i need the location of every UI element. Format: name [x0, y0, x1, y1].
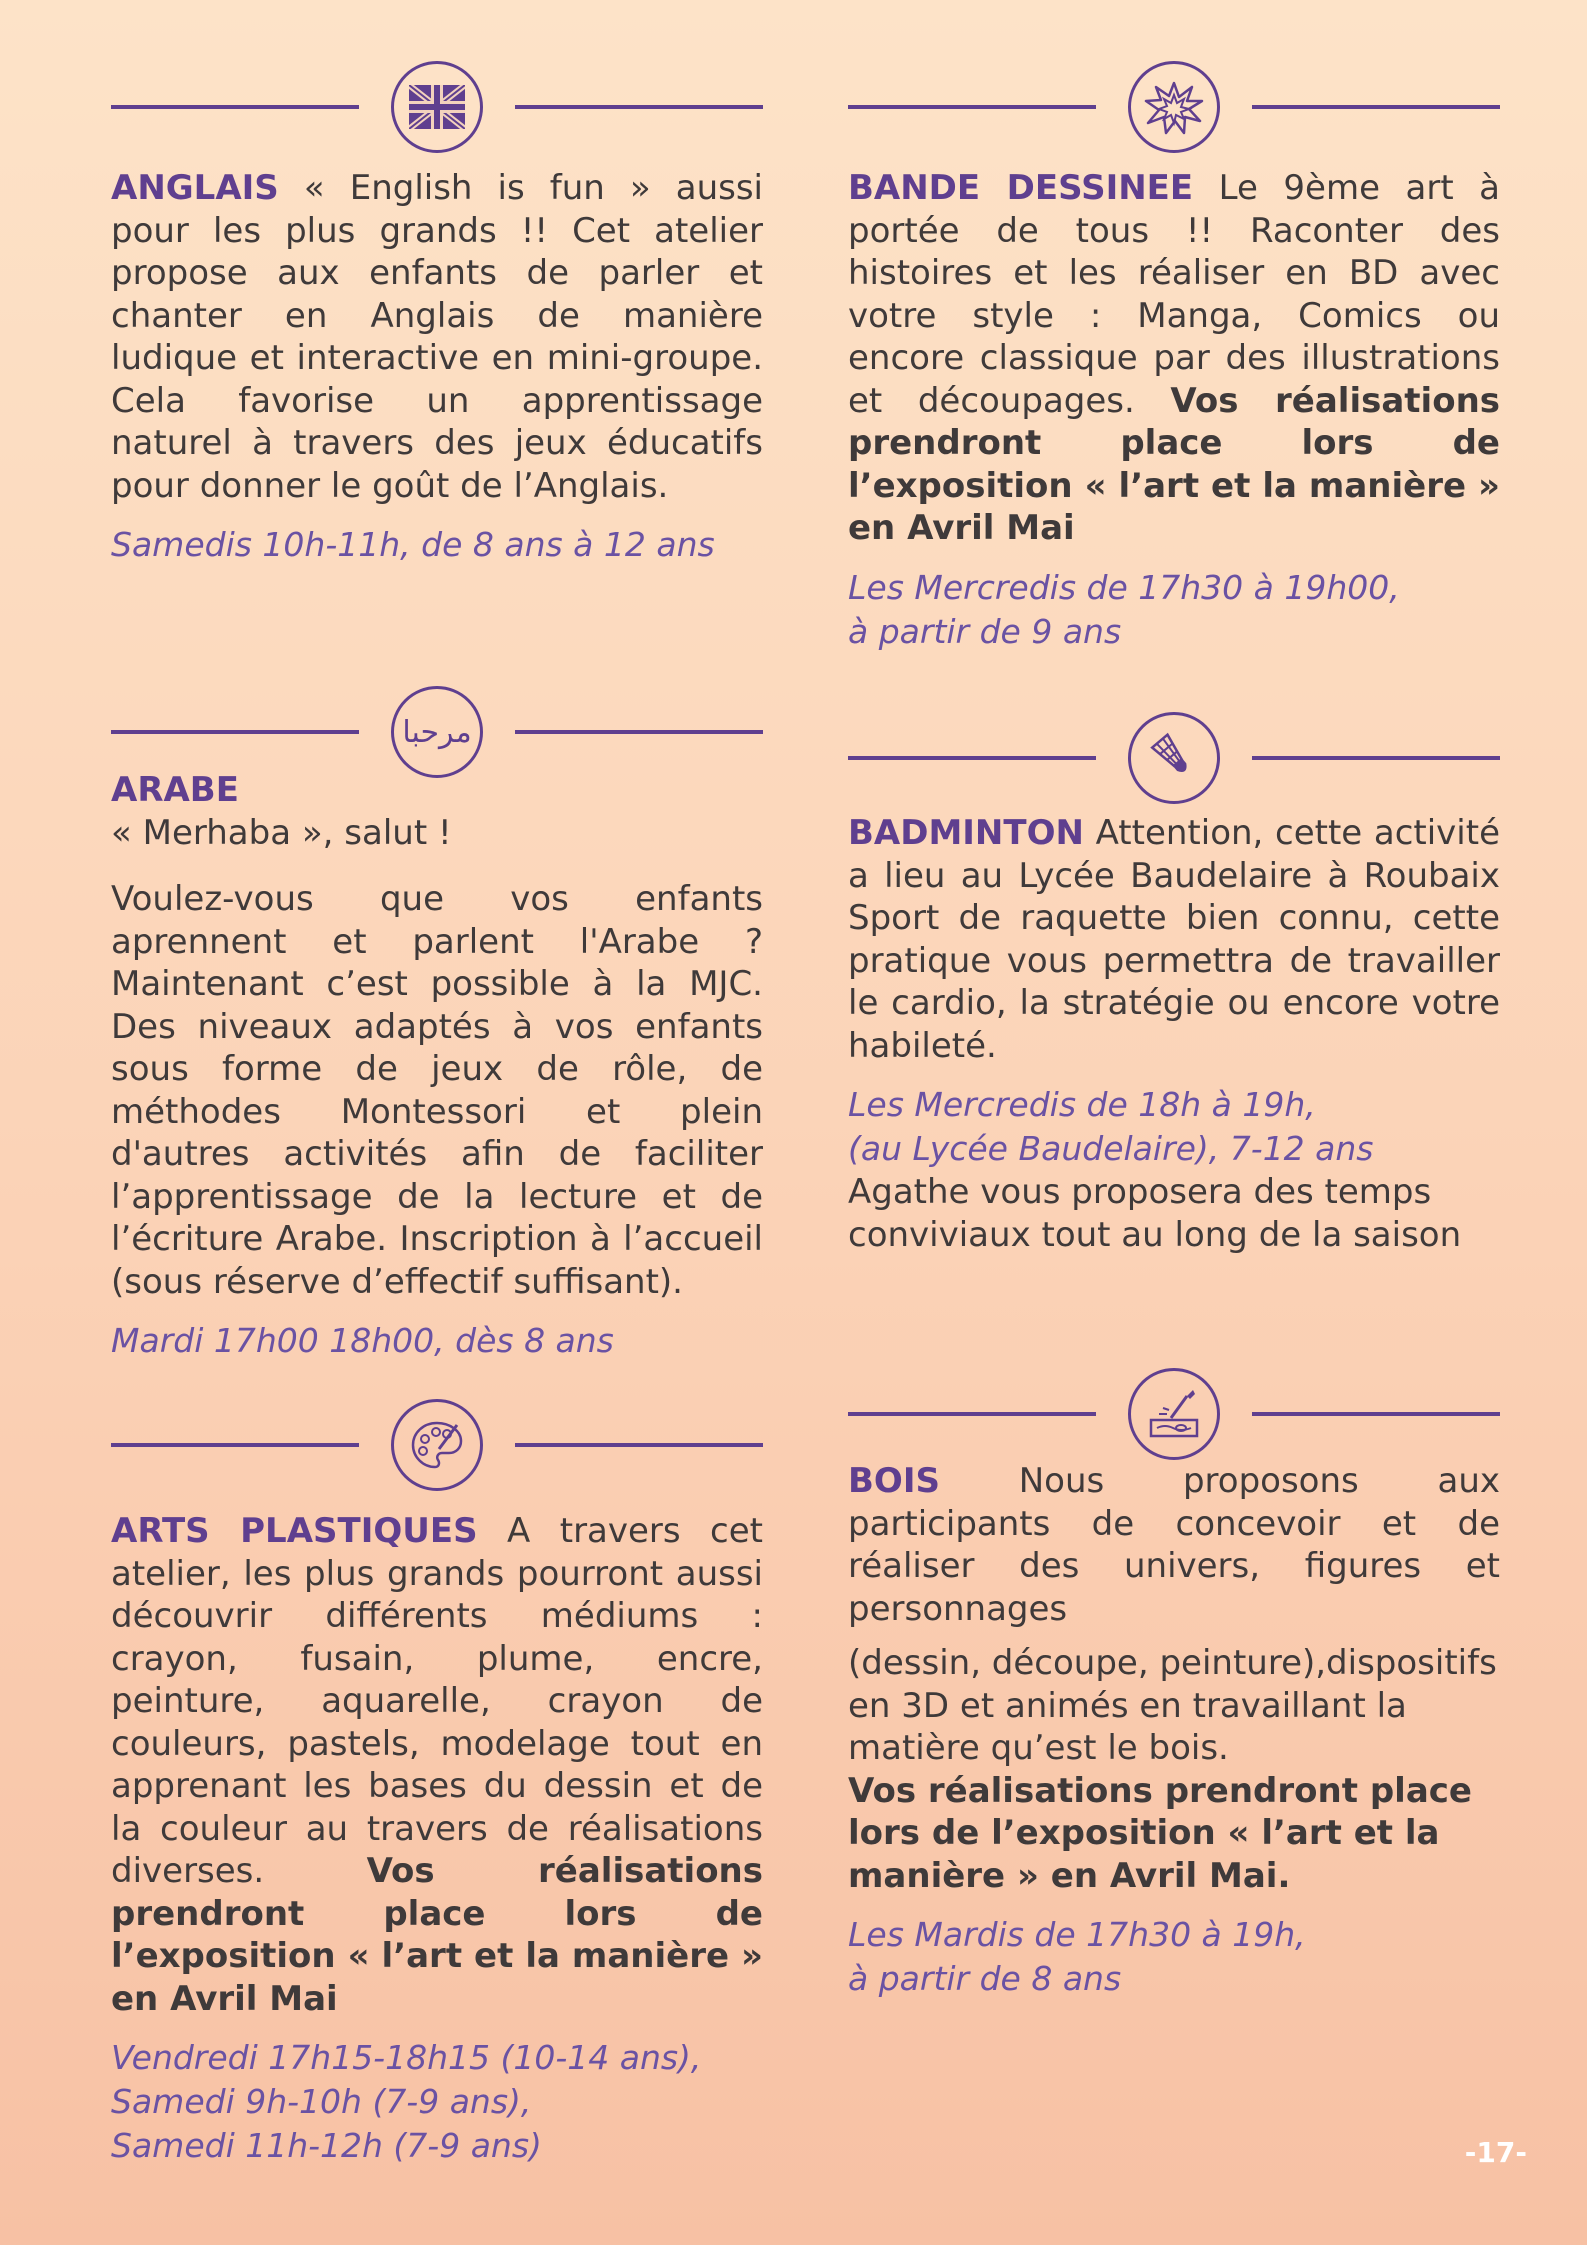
divider-line: [111, 730, 359, 734]
arabe-title: ARABE: [111, 770, 239, 810]
bd-body: Le 9ème art à portée de tous !! Raconter des histoires et les réaliser en BD avec votre style : Manga, Comics ou encore classique par des illustrations et découpages.: [848, 168, 1500, 421]
divider-line: [848, 756, 1096, 760]
bois-schedule-1: Les Mardis de 17h30 à 19h,: [848, 1915, 1306, 1954]
divider-arabe: [111, 682, 763, 782]
palette-icon: [391, 1399, 483, 1491]
arabe-title-line: [111, 769, 763, 812]
bois-text: [848, 1460, 1500, 1630]
divider-line: [848, 105, 1096, 109]
divider-line: [515, 730, 763, 734]
bois-bold-line: [848, 1770, 1500, 1898]
comic-burst-icon: [1128, 61, 1220, 153]
arabic-text-icon: [391, 686, 483, 778]
divider-line: [1252, 756, 1500, 760]
divider-line: [848, 1412, 1096, 1416]
divider-line: [111, 1443, 359, 1447]
divider-line: [1252, 105, 1500, 109]
divider-arts: [111, 1395, 763, 1495]
bd-schedule-2: à partir de 9 ans: [848, 611, 1122, 651]
section-bois: [848, 1460, 1500, 2001]
page-number: -17-: [1464, 2136, 1527, 2169]
arabe-icon-text: مرحبا: [402, 714, 472, 750]
arts-schedule-2: Samedi 9h-10h (7-9 ans),: [111, 2082, 532, 2121]
badminton-schedule-2: (au Lycée Baudelaire), 7-12 ans: [848, 1129, 1374, 1168]
arts-title: ARTS PLASTIQUES: [111, 1511, 478, 1551]
section-bd: [848, 167, 1500, 654]
badminton-extra: Agathe vous proposera des temps conviviaux tout au long de la saison: [848, 1172, 1462, 1255]
bd-schedule-1: Les Mercredis de 17h30 à 19h00,: [848, 567, 1400, 607]
bois-body: Nous proposons aux participants de concevoir et de réaliser des univers, figures et personnages: [848, 1461, 1500, 1629]
divider-line: [515, 1443, 763, 1447]
section-badminton: [848, 812, 1500, 1256]
shuttlecock-icon: [1128, 712, 1220, 804]
badminton-body: Attention, cette activité a lieu au Lycée Baudelaire à Roubaix Sport de raquette bien connu, cette pratique vous permettra de travailler le cardio, la stratégie ou encore votre habileté.: [848, 813, 1500, 1066]
wood-carving-icon: [1128, 1368, 1220, 1460]
uk-flag-icon: [391, 61, 483, 153]
arabe-subtitle: « Merhaba », salut !: [111, 812, 452, 853]
arts-text: [111, 1510, 763, 2020]
bd-text: [848, 167, 1500, 550]
bois-title: BOIS: [848, 1461, 940, 1501]
divider-line: [111, 105, 359, 109]
arts-bold: Vos réalisations prendront place lors de l’exposition « l’art et la manière » en Avril Mai: [111, 1851, 763, 2019]
section-arabe: [111, 769, 763, 1363]
badminton-title: BADMINTON: [848, 813, 1084, 853]
bd-title: BANDE DESSINEE: [848, 168, 1194, 208]
divider-bois: [848, 1364, 1500, 1464]
anglais-schedule: Samedis 10h-11h, de 8 ans à 12 ans: [111, 525, 715, 564]
badminton-text: [848, 812, 1500, 1067]
divider-anglais: [111, 57, 763, 157]
divider-bd: [848, 57, 1500, 157]
bois-bold: Vos réalisations prendront place lors de l’exposition « l’art et la manière » en Avril Mai.: [848, 1770, 1472, 1896]
divider-line: [1252, 1412, 1500, 1416]
arabe-body: Voulez-vous que vos enfants aprennent et parlent l'Arabe ? Maintenant c’est possible à la MJC. Des niveaux adaptés à vos enfants sous forme de jeux de rôle, de méthodes Montessori et plein d'autres activités afin de faciliter l’apprentissage de la lecture et de l’écriture Arabe. Inscription à l’accueil (sous réserve d’effectif suffisant).: [111, 879, 763, 1302]
arabe-schedule: Mardi 17h00 18h00, dès 8 ans: [111, 1321, 614, 1360]
divider-badminton: [848, 708, 1500, 808]
arts-body: A travers cet atelier, les plus grands pourront aussi découvrir différents médiums : crayon, fusain, plume, encre, peinture, aquarelle, crayon de couleurs, pastels, modelage tout en apprenant les bases du dessin et de la couleur au travers de réalisations diverses.: [111, 1511, 763, 1891]
anglais-title: ANGLAIS: [111, 168, 279, 208]
badminton-schedule-1: Les Mercredis de 18h à 19h,: [848, 1085, 1316, 1124]
section-anglais: [111, 167, 763, 567]
arts-schedule-1: Vendredi 17h15-18h15 (10-14 ans),: [111, 2038, 702, 2077]
section-arts: [111, 1510, 763, 2168]
divider-line: [515, 105, 763, 109]
bois-schedule-2: à partir de 8 ans: [848, 1959, 1122, 1998]
bd-bold: Vos réalisations prendront place lors de l’exposition « l’art et la manière » en Avril Mai: [848, 380, 1501, 548]
arts-schedule-3: Samedi 11h-12h (7-9 ans): [111, 2126, 542, 2165]
bois-body-2: (dessin, découpe, peinture),dispositifs en 3D et animés en travaillant la matière qu’est le bois.: [848, 1643, 1497, 1768]
anglais-body: « English is fun » aussi pour les plus grands !! Cet atelier propose aux enfants de parler et chanter en Anglais de manière ludique et interactive en mini-groupe. Cela favorise un apprentissage naturel à travers des jeux éducatifs pour donner le goût de l’Anglais.: [111, 168, 763, 506]
anglais-text: [111, 167, 763, 507]
